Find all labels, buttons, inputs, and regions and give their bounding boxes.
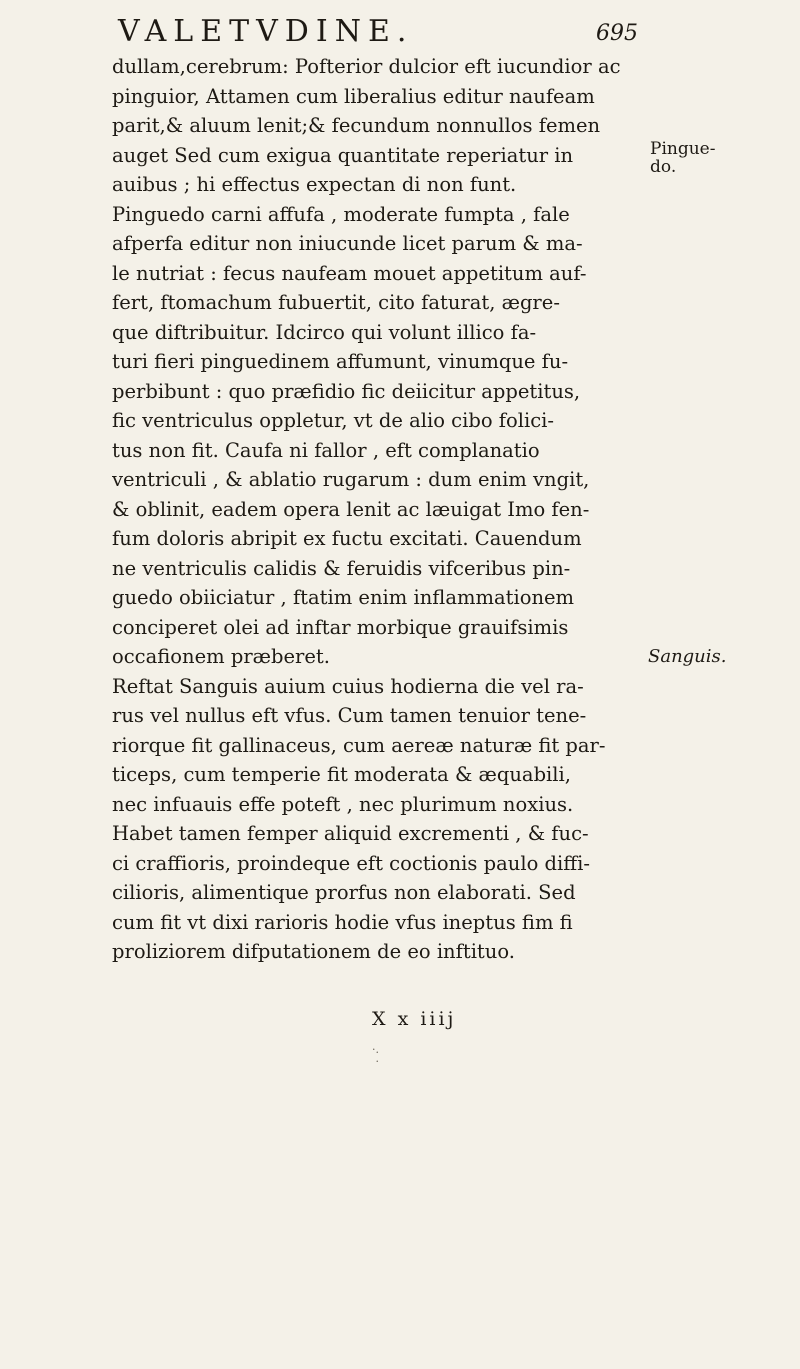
page-header (118, 12, 638, 52)
text-line: fic ventriculus oppletur, vt de alio cibo folici- (112, 409, 554, 432)
text-line: fert, ftomachum fubuertit, cito faturat, ægre- (112, 291, 560, 314)
text-line: rus vel nullus eft vfus. Cum tamen tenuior tene- (112, 704, 587, 727)
text-line: guedo obiiciatur , ftatim enim inflammationem (112, 586, 575, 609)
text-line: & oblinit, eadem opera lenit ac læuigat Imo fen- (112, 497, 590, 521)
text-line: pinguior, Attamen cum liberalius editur naufeam (112, 84, 595, 108)
text-line: riorque fit gallinaceus, cum aereæ naturæ fit par- (112, 733, 606, 757)
text-line: ci craffioris, proindeque eft coctionis paulo diffi- (112, 851, 590, 875)
text-line: ticeps, cum temperie fit moderata & æquabili, (112, 763, 571, 786)
text-line: Habet tamen femper aliquid excrementi , & fuc- (112, 822, 589, 845)
text-line: nec infuauis effe poteft , nec plurimum noxius. (112, 792, 574, 816)
text-line: fum doloris abripit ex fuctu excitati. Cauendum (112, 527, 582, 550)
body-text (112, 52, 632, 967)
margin-note-pinguedo: Pingue- do. (650, 139, 716, 177)
text-line: dullam,cerebrum: Pofterior dulcior eft iucundior ac (112, 55, 621, 78)
signature-mark: X x iiij (372, 1008, 457, 1030)
text-line: que diftribuitur. Idcirco qui volunt illico fa- (112, 320, 537, 344)
text-line: proliziorem difputationem de eo inftituo. (112, 940, 515, 963)
text-line: cilioris, alimentique prorfus non elaborati. Sed (112, 881, 576, 904)
stray-ink-mark: ·. · (372, 1043, 379, 1068)
text-line: ventriculi , & ablatio rugarum : dum enim vngit, (112, 468, 590, 491)
text-line: turi fieri pinguedinem affumunt, vinumque fu- (112, 350, 569, 373)
text-line: conciperet olei ad inftar morbique grauifsimis (112, 615, 569, 639)
text-line: occafionem præberet. (112, 645, 330, 668)
margin-note-sanguis: Sanguis. (648, 646, 727, 667)
running-title: VALETVDINE. (118, 14, 414, 49)
text-line: auibus ; hi effectus expectan di non funt. (112, 173, 517, 196)
text-line: Reftat Sanguis auium cuius hodierna die vel ra- (112, 674, 584, 698)
text-line: parit,& aluum lenit;& fecundum nonnullos femen (112, 114, 601, 137)
text-line: cum fit vt dixi rarioris hodie vfus ineptus fim fi (112, 910, 573, 934)
text-line: auget Sed cum exigua quantitate reperiatur in (112, 143, 574, 167)
page-number: 695 (596, 21, 638, 46)
text-line: afperfa editur non iniucunde licet parum & ma- (112, 232, 583, 255)
text-line: le nutriat : fecus naufeam mouet appetitum auf- (112, 261, 587, 285)
text-line: Pinguedo carni affufa , moderate fumpta , fale (112, 202, 570, 226)
text-line: tus non fit. Caufa ni fallor , eft complanatio (112, 438, 540, 462)
text-line: perbibunt : quo præfidio fic deiicitur appetitus, (112, 379, 581, 403)
text-line: ne ventriculis calidis & feruidis vifceribus pin- (112, 556, 571, 580)
